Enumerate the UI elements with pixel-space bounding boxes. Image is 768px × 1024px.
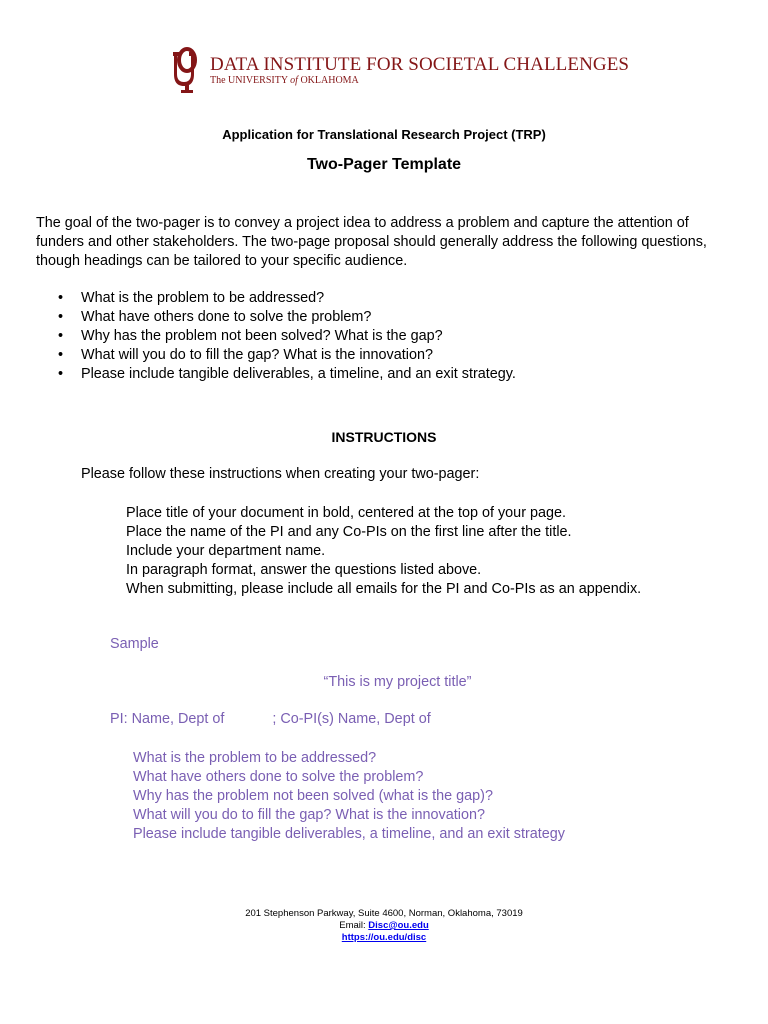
list-item: What will you do to fill the gap? What is the innovation? bbox=[133, 807, 485, 823]
list-item: • Why has the problem not been solved? What is the gap? bbox=[36, 327, 516, 346]
list-item: What have others done to solve the problem? bbox=[133, 769, 424, 785]
disc-logo bbox=[170, 44, 630, 96]
application-title: Application for Translational Research Project (TRP) bbox=[222, 127, 546, 142]
list-item: • What have others done to solve the problem? bbox=[36, 308, 516, 327]
univ-suffix: OKLAHOMA bbox=[300, 75, 359, 86]
list-item: Include your department name. bbox=[126, 543, 326, 559]
intro-paragraph: The goal of the two-pager is to convey a project idea to address a problem and capture the attention of funders and other stakeholders. The two-page proposal should generally address the following questions, though headings can be tailored to your specific audience. bbox=[36, 215, 707, 269]
list-item: • What is the problem to be addressed? bbox=[36, 289, 516, 308]
document-title: Two-Pager Template bbox=[306, 156, 462, 173]
instructions-heading: INSTRUCTIONS bbox=[331, 429, 437, 445]
instructions-intro: Please follow these instructions when creating your two-pager: bbox=[81, 466, 480, 482]
org-name: DATA INSTITUTE FOR SOCIETAL CHALLENGES bbox=[210, 54, 630, 75]
univ-of: of bbox=[290, 75, 298, 86]
list-item: Why has the problem not been solved (what is the gap)? bbox=[133, 788, 493, 804]
sample-label: Sample bbox=[110, 636, 159, 652]
instruction-steps bbox=[126, 504, 641, 599]
email-link[interactable]: Disc@ou.edu bbox=[368, 920, 429, 931]
sample-pi-line: PI: Name, Dept of ; Co-PI(s) Name, Dept of bbox=[110, 711, 431, 727]
list-item: • Please include tangible deliverables, a timeline, and an exit strategy. bbox=[36, 365, 516, 384]
website-link[interactable]: https://ou.edu/disc bbox=[341, 932, 427, 943]
list-item: Please include tangible deliverables, a timeline, and an exit strategy bbox=[133, 826, 565, 842]
question-list bbox=[36, 289, 516, 384]
list-item: In paragraph format, answer the questions listed above. bbox=[126, 562, 482, 578]
footer-address: 201 Stephenson Parkway, Suite 4600, Norman, Oklahoma, 73019 bbox=[245, 908, 523, 919]
list-item: Place title of your document in bold, centered at the top of your page. bbox=[126, 505, 566, 521]
footer-email-line bbox=[0, 920, 768, 932]
list-item: Place the name of the PI and any Co-PIs on the first line after the title. bbox=[126, 524, 572, 540]
sample-title: “This is my project title” bbox=[323, 674, 472, 690]
email-label: Email: bbox=[339, 920, 369, 931]
ou-monogram-icon bbox=[170, 44, 204, 94]
footer bbox=[0, 908, 768, 944]
univ-prefix: The UNIVERSITY bbox=[210, 75, 288, 86]
sample-question-list bbox=[133, 749, 565, 844]
list-item: When submitting, please include all emails for the PI and Co-PIs as an appendix. bbox=[126, 581, 642, 597]
university-name bbox=[210, 75, 359, 86]
list-item: What is the problem to be addressed? bbox=[133, 750, 377, 766]
list-item: • What will you do to fill the gap? What is the innovation? bbox=[36, 346, 516, 365]
